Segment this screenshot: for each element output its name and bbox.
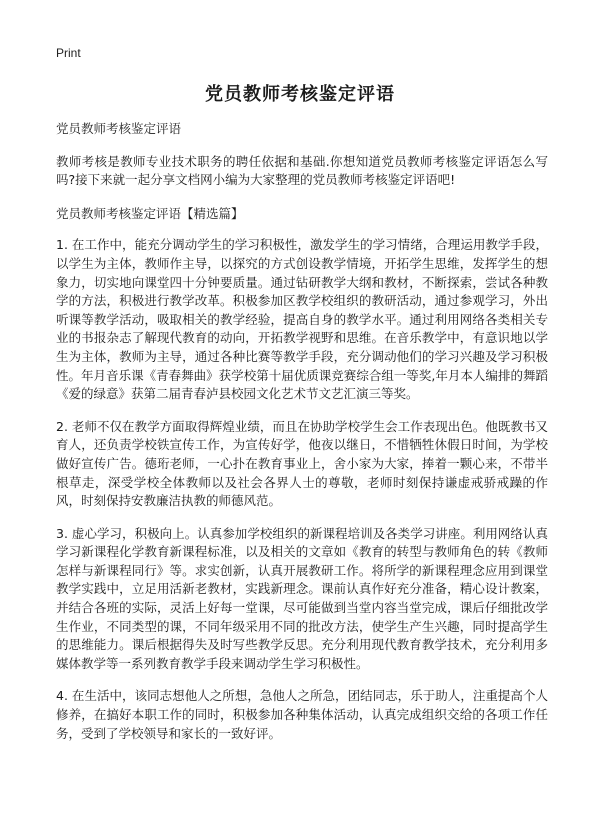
paragraph-4: 4. 在生活中，该同志想他人之所想，急他人之所急，团结同志，乐于助人，注重提高个人修养，在搞好本职工作的同时，积极参加各种集体活动，认真完成组织交给的各项工作任务，受到了学校领导和家长的一致好评。 [56,688,548,741]
document-title: 党员教师考核鉴定评语 [205,84,395,105]
paragraph-3: 3. 虚心学习，积极向上。认真参加学校组织的新课程培训及各类学习讲座。利用网络认真学习新课程化学教育新课程标准，以及相关的文章如《教育的转型与教师角色的转《教师怎样与新课程同行》等。求实创新，认真开展教研工作。将所学的新课程理念应用到课堂教学实践中，立足用活新老教材，实践新理念。课前认真作好充分准备，精心设计教案，并结合各班的实际，灵活上好每一堂课，尽可能做到当堂内容当堂完成，课后仔细批改学生作业，不同类型的课，不同年级采用不同的批改方法，使学生产生兴趣，同时提高学生的思维能力。课后根据得失及时写些教学反思。充分利用现代教育教学技术，充分利用多媒体教学等一系列教育教学手段来调动学生学习积极性。 [56,525,548,671]
document-body [56,120,548,757]
subtitle: 党员教师考核鉴定评语 [56,121,182,136]
paragraph-2: 2. 老师不仅在教学方面取得辉煌业绩，而且在协助学校学生会工作表现出色。他既教书又育人，还负责学校铁宣传工作，为宣传好学，他夜以继日，不惜牺牲休假日时间，为学校做好宣传广告。德珩老师，一心扑在教育事业上，舍小家为大家，捧着一颗心来，不带半根草走，深受学校全体教师以及社会各界人士的尊敬，老师时刻保持谦虚戒骄戒躁的作风，时刻保持安教廉洁执教的师德风范。 [56,418,548,509]
print-link[interactable]: Print [56,46,81,60]
paragraph-1: 1. 在工作中，能充分调动学生的学习积极性，激发学生的学习情绪，合理运用教学手段，以学生为主体，教师作主导，以探究的方式创设教学情境，开拓学生思维，发挥学生的想象力，切实地向课堂四十分钟要质量。通过钻研教学大纲和教材，不断探索，尝试各种教学的方法，积极进行教学改革。积极参加区教学校组织的教研活动，通过参观学习，外出听课等教学活动，吸取相关的教学经验，提高自身的教学水平。通过利用网络各类相关专业的书报杂志了解现代教育的动向，开拓教学视野和思维。在音乐教学中，有意识地以学生为主体，教师为主导，通过各种比赛等教学手段，充分调动他们的学习兴趣及学习积极性。年月音乐课《青春舞曲》获学校第十届优质课竞赛综合组一等奖,年月本人编排的舞蹈《爱的绿意》获第二届青春泸县校园文化艺术节文艺汇演三等奖。 [56,237,548,402]
intro-paragraph: 教师考核是教师专业技术职务的聘任依据和基础.你想知道党员教师考核鉴定评语怎么写吗?接下来就一起分享文档网小编为大家整理的党员教师考核鉴定评语吧! [56,153,548,188]
section-heading: 党员教师考核鉴定评语【精选篇】 [56,205,244,221]
